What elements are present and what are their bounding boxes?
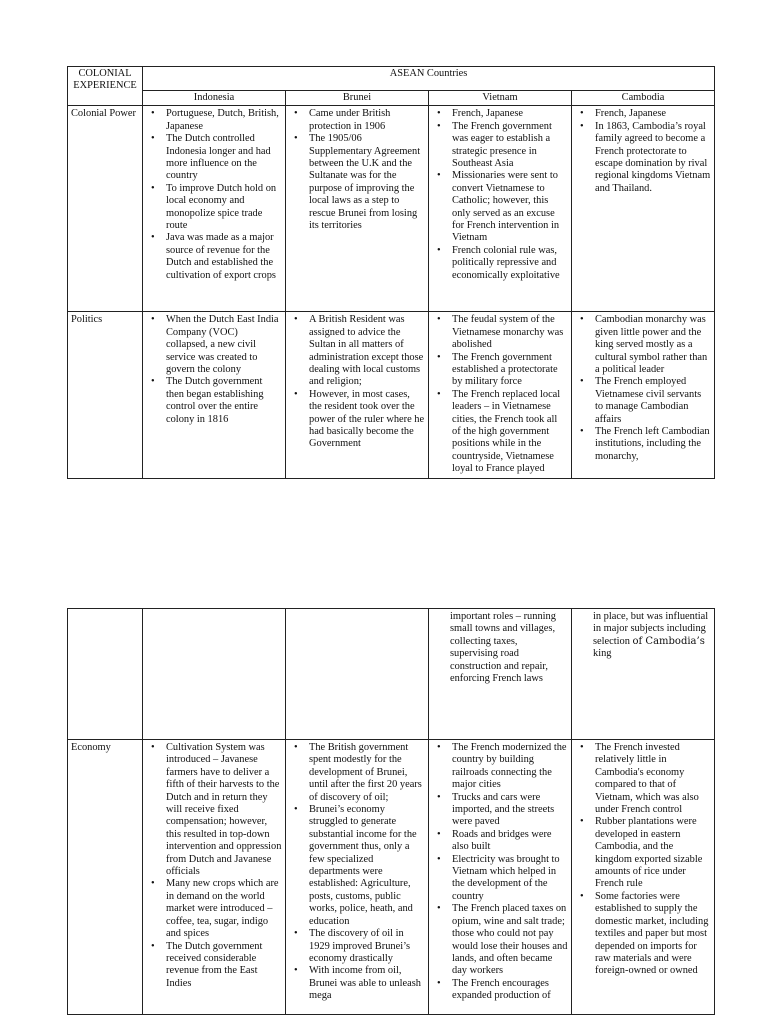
list-item: • The French placed taxes on opium, wine and salt trade; those who could not pay would lose their houses and lands, and often became day workers <box>452 903 568 977</box>
list-item: • The feudal system of the Vietnamese monarchy was abolished <box>452 314 568 351</box>
cell-politics-cambodia <box>572 312 715 479</box>
cell-politics-cont-vietnam <box>429 609 572 740</box>
list-item: • The French left Cambodian institutions, including the monarchy, <box>595 426 711 463</box>
cell-colonial-power-cambodia <box>572 106 715 312</box>
list-item: • Cambodian monarchy was given little power and the king served mostly as a cultural symbol rather than a political leader <box>595 314 711 376</box>
continued-text: important roles – running small towns and villages, collecting taxes, supervising road construction and repair, enforcing French laws <box>450 611 556 685</box>
cell-colonial-power-brunei <box>286 106 429 312</box>
list-item: • However, in most cases, the resident took over the power of the ruler where he had basically become the Government <box>309 389 425 451</box>
list-item: • French colonial rule was, politically repressive and economically exploitative <box>452 245 568 282</box>
continued-text-part-b: of Cambodia’s <box>632 635 705 647</box>
list-item: • The Dutch controlled Indonesia longer and had more influence on the country <box>166 133 282 183</box>
country-header-brunei: Brunei <box>286 91 429 106</box>
list-item: • Brunei’s economy struggled to generate substantial income for the government thus, only a few specialized departments were established: Agriculture, posts, customs, public works, police, heath, and education <box>309 804 425 928</box>
list-item: • Many new crops which are in demand on the world market were introduced – coffee, tea, sugar, indigo and spices <box>166 878 282 940</box>
cell-politics-cont-cambodia <box>572 609 715 740</box>
row-label-economy: Economy <box>68 740 143 1015</box>
list-item: • The Dutch government received considerable revenue from the East Indies <box>166 941 282 991</box>
country-header-cambodia: Cambodia <box>572 91 715 106</box>
list-item: • The French replaced local leaders – in Vietnamese cities, the French took all of the high government positions while in the countryside, Vietnamese loyal to France played <box>452 389 568 476</box>
list-item: • Came under British protection in 1906 <box>309 108 425 133</box>
cell-economy-vietnam <box>429 740 572 1015</box>
continued-text-part-a: in place, but was influential in major subjects including selection <box>593 611 709 647</box>
list-item: • When the Dutch East India Company (VOC) collapsed, a new civil service was created to govern the colony <box>166 314 282 376</box>
table-row <box>68 106 715 312</box>
list-item: • Trucks and cars were imported, and the streets were paved <box>452 792 568 829</box>
cell-politics-cont-brunei <box>286 609 429 740</box>
cell-colonial-power-vietnam <box>429 106 572 312</box>
colonial-comparison-table-part2 <box>67 608 715 1015</box>
cell-politics-cont-indonesia <box>143 609 286 740</box>
country-header-indonesia: Indonesia <box>143 91 286 106</box>
row-label-colonial-power: Colonial Power <box>68 106 143 312</box>
list-item: • Cultivation System was introduced – Javanese farmers have to deliver a fifth of their harvests to the Dutch and in return they will receive fixed compensation; however, this resulted in top-down intervention and oppression from Dutch and Javanese officials <box>166 742 282 878</box>
list-item: • The French employed Vietnamese civil servants to manage Cambodian affairs <box>595 376 711 426</box>
cell-colonial-power-indonesia <box>143 106 286 312</box>
colonial-comparison-table-part1 <box>67 66 715 479</box>
cell-politics-indonesia <box>143 312 286 479</box>
list-item: • Roads and bridges were also built <box>452 829 568 854</box>
list-item: • French, Japanese <box>452 108 568 120</box>
list-item: • In 1863, Cambodia’s royal family agreed to become a French protectorate to escape domination by rival regional kingdoms Vietnam and Thailand. <box>595 121 711 195</box>
cell-economy-cambodia <box>572 740 715 1015</box>
row-label-politics: Politics <box>68 312 143 479</box>
colonial-experience-header: COLONIAL EXPERIENCE <box>68 67 143 106</box>
asean-countries-header: ASEAN Countries <box>143 67 715 91</box>
list-item: • Portuguese, Dutch, British, Japanese <box>166 108 282 133</box>
list-item: • Java was made as a major source of revenue for the Dutch and established the cultivation of export crops <box>166 232 282 282</box>
cell-economy-indonesia <box>143 740 286 1015</box>
list-item: • With income from oil, Brunei was able to unleash mega <box>309 965 425 1002</box>
list-item: • Some factories were established to supply the domestic market, including textiles and paper but most depended on imports for raw materials and were foreign-owned or owned <box>595 891 711 978</box>
list-item: • The 1905/06 Supplementary Agreement between the U.K and the Sultanate was for the purpose of improving the local laws as a step to rescue Brunei from losing its territories <box>309 133 425 232</box>
cell-politics-vietnam <box>429 312 572 479</box>
table-row <box>68 740 715 1015</box>
list-item: • To improve Dutch hold on local economy and monopolize spice trade route <box>166 183 282 233</box>
list-item: • The French encourages expanded production of <box>452 978 568 1003</box>
list-item: • The British government spent modestly for the development of Brunei, until after the first 20 years of discovery of oil; <box>309 742 425 804</box>
table-row <box>68 609 715 740</box>
list-item: • Missionaries were sent to convert Vietnamese to Catholic; however, this only served as an excuse for French intervention in Vietnam <box>452 170 568 244</box>
continued-text-part-c: king <box>593 648 612 660</box>
list-item: • The French modernized the country by building railroads connecting the major cities <box>452 742 568 792</box>
list-item: • Electricity was brought to Vietnam which helped in the development of the country <box>452 854 568 904</box>
country-header-row <box>68 91 715 106</box>
list-item: • The French government established a protectorate by military force <box>452 352 568 389</box>
list-item: • The French invested relatively little in Cambodia's economy compared to that of Vietnam, which was also under French control <box>595 742 711 816</box>
list-item: • Rubber plantations were developed in eastern Cambodia, and the kingdom exported sizable amounts of rice under French rule <box>595 816 711 890</box>
header-row <box>68 67 715 91</box>
row-label-politics-continued <box>68 609 143 740</box>
list-item: • The Dutch government then began establishing control over the entire colony in 1816 <box>166 376 282 426</box>
list-item: • A British Resident was assigned to advice the Sultan in all matters of administration except those dealing with local customs and religion; <box>309 314 425 388</box>
cell-economy-brunei <box>286 740 429 1015</box>
country-header-vietnam: Vietnam <box>429 91 572 106</box>
list-item: • The discovery of oil in 1929 improved Brunei’s economy drastically <box>309 928 425 965</box>
table-row <box>68 312 715 479</box>
list-item: • French, Japanese <box>595 108 711 120</box>
list-item: • The French government was eager to establish a strategic presence in Southeast Asia <box>452 121 568 171</box>
cell-politics-brunei <box>286 312 429 479</box>
